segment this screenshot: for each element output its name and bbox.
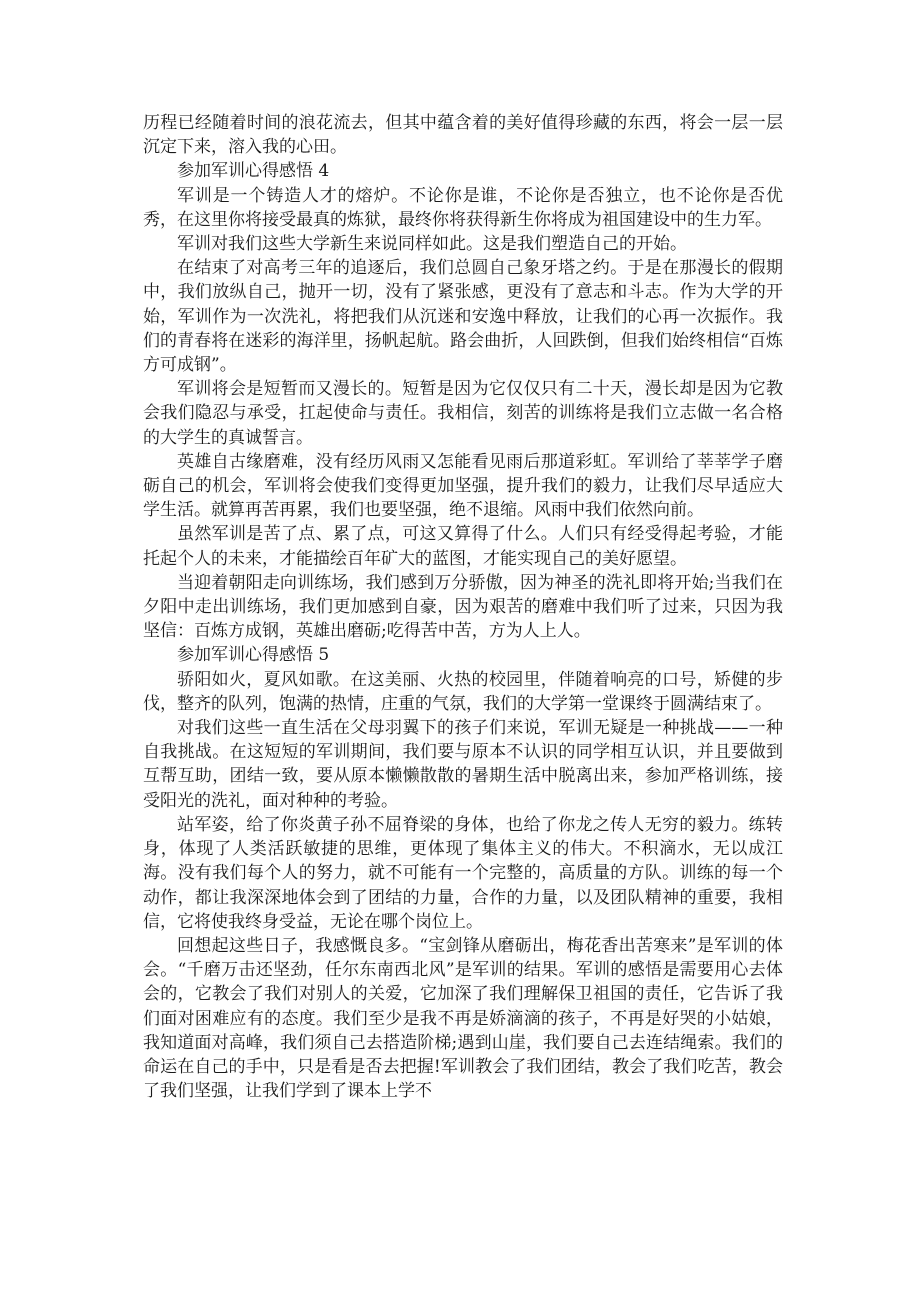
paragraph: 军训对我们这些大学新生来说同样如此。这是我们塑造自己的开始。 bbox=[177, 234, 687, 255]
section-heading: 参加军训心得感悟 4 bbox=[177, 161, 330, 182]
document-body bbox=[143, 111, 783, 1103]
paragraph: 在结束了对高考三年的追逐后，我们总圆自己象牙塔之约。于是在那漫长的假期中，我们放纵自己，抛开一切，没有了紧张感，更没有了意志和斗志。作为大学的开始，军训作为一次洗礼，将把我们从沉迷和安逸中释放，让我们的心再一次振作。我们的青春将在迷彩的海洋里，扬帆起航。路会曲折，人回跌倒，但我们始终相信“百炼方可成钢”。 bbox=[143, 258, 783, 376]
paragraph: 历程已经随着时间的浪花流去，但其中蕴含着的美好值得珍藏的东西，将会一层一层沉定下来，溶入我的心田。 bbox=[143, 113, 783, 158]
paragraph: 回想起这些日子，我感慨良多。“宝剑锋从磨砺出，梅花香出苦寒来”是军训的体会。“千磨万击还坚劲，任尔东南西北风”是军训的结果。军训的感悟是需要用心去体会的，它教会了我们对别人的关爱，它加深了我们理解保卫祖国的责任，它告诉了我们面对困难应有的态度。我们至少是我不再是娇滴滴的孩子，不再是好哭的小姑娘，我知道面对高峰，我们须自己去搭造阶梯;遇到山崖，我们要自己去连结绳索。我们的命运在自己的手中，只是看是否去把握!军训教会了我们团结，教会了我们吃苦，教会了我们坚强，让我们学到了课本上学不 bbox=[143, 935, 783, 1102]
paragraph: 英雄自古缘磨难，没有经历风雨又怎能看见雨后那道彩虹。军训给了莘莘学子磨砺自己的机会，军训将会使我们变得更加坚强，提升我们的毅力，让我们尽早适应大学生活。就算再苦再累，我们也要坚强，绝不退缩。风雨中我们依然向前。 bbox=[143, 451, 783, 521]
paragraph: 虽然军训是苦了点、累了点，可这又算得了什么。人们只有经受得起考验，才能托起个人的未来，才能描绘百年矿大的蓝图，才能实现自己的美好愿望。 bbox=[143, 524, 783, 569]
paragraph: 军训将会是短暂而又漫长的。短暂是因为它仅仅只有二十天，漫长却是因为它教会我们隐忍与承受，扛起使命与责任。我相信，刻苦的训练将是我们立志做一名合格的大学生的真诚誓言。 bbox=[143, 379, 783, 448]
paragraph: 对我们这些一直生活在父母羽翼下的孩子们来说，军训无疑是一种挑战——一种自我挑战。在这短短的军训期间，我们要与原本不认识的同学相互认识，并且要做到互帮互助，团结一致，要从原本懒懒散散的暑期生活中脱离出来，参加严格训练，接受阳光的洗礼，面对种种的考验。 bbox=[143, 718, 783, 811]
paragraph: 当迎着朝阳走向训练场，我们感到万分骄傲，因为神圣的洗礼即将开始;当我们在夕阳中走出训练场，我们更加感到自豪，因为艰苦的磨难中我们听了过来，只因为我坚信：百炼方成钢，英雄出磨砺;吃得苦中苦，方为人上人。 bbox=[143, 572, 783, 642]
paragraph: 站军姿，给了你炎黄子孙不屈脊梁的身体，也给了你龙之传人无穷的毅力。练转身，体现了人类活跃敏捷的思维，更体现了集体主义的伟大。不积滴水，无以成江海。没有我们每个人的努力，就不可能有一个完整的，高质量的方队。训练的每一个动作，都让我深深地体会到了团结的力量，合作的力量，以及团队精神的重要，我相信，它将使我终身受益，无论在哪个岗位上。 bbox=[143, 814, 783, 932]
paragraph: 骄阳如火，夏风如歌。在这美丽、火热的校园里，伴随着响亮的口号，矫健的步伐，整齐的队列，饱满的热情，庄重的气氛，我们的大学第一堂课终于圆满结束了。 bbox=[143, 669, 783, 714]
section-heading: 参加军训心得感悟 5 bbox=[177, 645, 330, 666]
paragraph: 军训是一个铸造人才的熔炉。不论你是谁，不论你是否独立，也不论你是否优秀，在这里你将接受最真的炼狱，最终你将获得新生你将成为祖国建设中的生力军。 bbox=[143, 185, 783, 230]
